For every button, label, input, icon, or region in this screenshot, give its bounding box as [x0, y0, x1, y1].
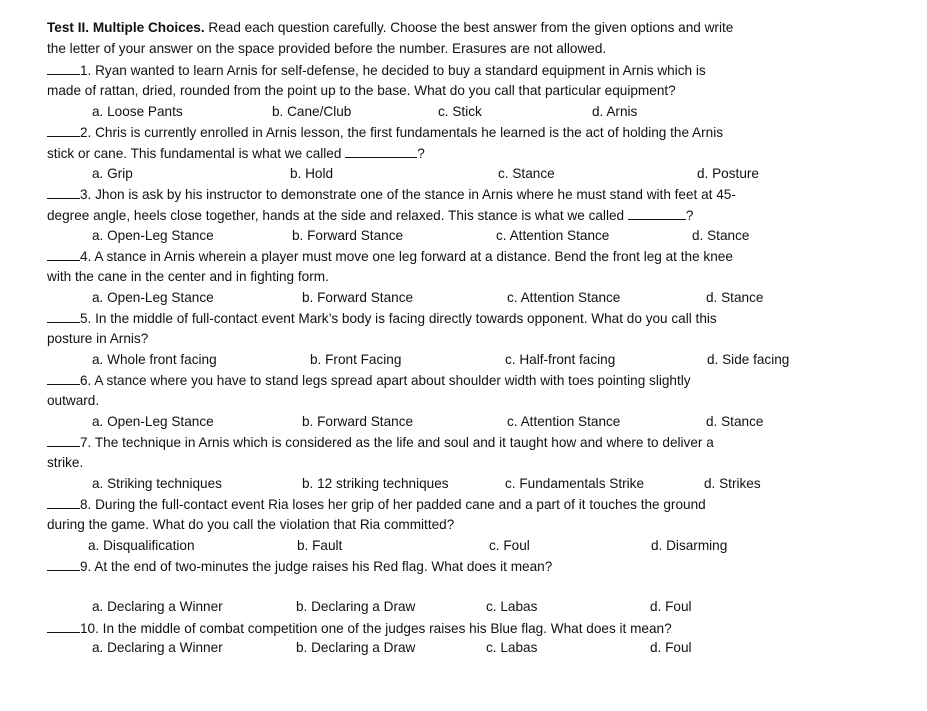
question-2-text-2: stick or cane. This fundamental is what we called [47, 146, 342, 161]
fill-in-blank-2[interactable] [345, 145, 417, 158]
question-6-option-d: d. Stance [706, 414, 764, 429]
answer-blank-4[interactable] [47, 248, 80, 261]
question-6-line-1 [47, 372, 691, 388]
question-9-option-b: b. Declaring a Draw [296, 599, 416, 614]
question-3-text-1: 3. Jhon is ask by his instructor to demonstrate one of the stance in Arnis where he must stand with feet at 45- [80, 187, 736, 202]
question-1-option-b: b. Cane/Club [272, 104, 352, 119]
question-3-text-2: degree angle, heels close together, hands at the side and relaxed. This stance is what we called [47, 208, 625, 223]
answer-blank-6[interactable] [47, 372, 80, 385]
question-4-option-a: a. Open-Leg Stance [92, 290, 214, 305]
answer-blank-9[interactable] [47, 558, 80, 571]
answer-blank-10[interactable] [47, 620, 80, 633]
question-3-option-d: d. Stance [692, 228, 750, 243]
question-4-option-c: c. Attention Stance [507, 290, 621, 305]
question-7-option-d: d. Strikes [704, 476, 761, 491]
answer-blank-5[interactable] [47, 310, 80, 323]
question-9-option-a: a. Declaring a Winner [92, 599, 223, 614]
question-4-text-1: 4. A stance in Arnis wherein a player must move one leg forward at a distance. Bend the front leg at the knee [80, 249, 733, 264]
instructions-line-1 [47, 20, 733, 36]
fill-in-blank-3[interactable] [628, 207, 686, 220]
question-10-option-a: a. Declaring a Winner [92, 640, 223, 655]
question-1-option-a: a. Loose Pants [92, 104, 183, 119]
question-9-text-1: 9. At the end of two-minutes the judge raises his Red flag. What does it mean? [80, 559, 553, 574]
question-3-line-2 [47, 207, 693, 223]
question-8-text-1: 8. During the full-contact event Ria loses her grip of her padded cane and a part of it touches the ground [80, 497, 706, 512]
question-6-line-2: outward. [47, 393, 100, 408]
instructions-text-1: Read each question carefully. Choose the best answer from the given options and write [204, 20, 734, 35]
question-10-option-d: d. Foul [650, 640, 692, 655]
question-2-option-a: a. Grip [92, 166, 133, 181]
question-10-option-b: b. Declaring a Draw [296, 640, 416, 655]
question-1-option-d: d. Arnis [592, 104, 638, 119]
question-1-line-2: made of rattan, dried, rounded from the point up to the base. What do you call that particular equipment? [47, 83, 676, 98]
question-5-option-b: b. Front Facing [310, 352, 402, 367]
question-1-option-c: c. Stick [438, 104, 482, 119]
question-4-option-d: d. Stance [706, 290, 764, 305]
instructions-line-2: the letter of your answer on the space provided before the number. Erasures are not allowed. [47, 41, 607, 56]
answer-blank-1[interactable] [47, 62, 80, 75]
question-3-line-1 [47, 186, 736, 202]
question-3-option-a: a. Open-Leg Stance [92, 228, 214, 243]
question-4-line-2: with the cane in the center and in fighting form. [47, 269, 329, 284]
question-10-line-1 [47, 620, 672, 636]
question-6-option-b: b. Forward Stance [302, 414, 414, 429]
question-8-option-c: c. Foul [489, 538, 530, 553]
question-2-text-1: 2. Chris is currently enrolled in Arnis lesson, the first fundamentals he learned is the act of holding the Arnis [80, 125, 724, 140]
answer-blank-7[interactable] [47, 434, 80, 447]
question-2-option-c: c. Stance [498, 166, 555, 181]
question-3-option-c: c. Attention Stance [496, 228, 610, 243]
question-1-line-1 [47, 62, 706, 78]
question-7-option-a: a. Striking techniques [92, 476, 222, 491]
question-8-line-1 [47, 496, 706, 512]
question-5-line-2: posture in Arnis? [47, 331, 149, 346]
question-3-option-b: b. Forward Stance [292, 228, 404, 243]
question-5-option-a: a. Whole front facing [92, 352, 217, 367]
question-5-option-c: c. Half-front facing [505, 352, 616, 367]
question-9-option-d: d. Foul [650, 599, 692, 614]
question-1-text-1: 1. Ryan wanted to learn Arnis for self-defense, he decided to buy a standard equipment in Arnis which is [80, 63, 706, 78]
question-10-text-1: 10. In the middle of combat competition one of the judges raises his Blue flag. What does it mean? [80, 621, 672, 636]
question-7-line-1 [47, 434, 714, 450]
question-8-option-a: a. Disqualification [88, 538, 195, 553]
question-7-line-2: strike. [47, 455, 84, 470]
question-7-text-1: 7. The technique in Arnis which is considered as the life and soul and it taught how and where to deliver a [80, 435, 714, 450]
question-8-option-d: d. Disarming [651, 538, 728, 553]
question-4-option-b: b. Forward Stance [302, 290, 414, 305]
question-2-mark: ? [417, 146, 425, 161]
question-10-option-c: c. Labas [486, 640, 538, 655]
question-5-text-1: 5. In the middle of full-contact event Mark’s body is facing directly towards opponent. What do you call this [80, 311, 717, 326]
question-8-line-2: during the game. What do you call the violation that Ria committed? [47, 517, 455, 532]
question-2-option-b: b. Hold [290, 166, 334, 181]
question-6-option-a: a. Open-Leg Stance [92, 414, 214, 429]
question-2-line-1 [47, 124, 723, 140]
question-7-option-c: c. Fundamentals Strike [505, 476, 645, 491]
question-9-line-1 [47, 558, 552, 574]
question-5-line-1 [47, 310, 717, 326]
question-4-line-1 [47, 248, 733, 264]
question-6-text-1: 6. A stance where you have to stand legs spread apart about shoulder width with toes pointing slightly [80, 373, 691, 388]
question-2-option-d: d. Posture [697, 166, 759, 181]
answer-blank-8[interactable] [47, 496, 80, 509]
question-3-mark: ? [685, 208, 694, 223]
question-2-line-2 [47, 145, 425, 161]
question-5-option-d: d. Side facing [707, 352, 790, 367]
answer-blank-3[interactable] [47, 186, 80, 199]
test-label: Test II. Multiple Choices. [47, 20, 205, 35]
question-9-option-c: c. Labas [486, 599, 538, 614]
question-7-option-b: b. 12 striking techniques [302, 476, 449, 491]
question-8-option-b: b. Fault [297, 538, 343, 553]
question-6-option-c: c. Attention Stance [507, 414, 621, 429]
answer-blank-2[interactable] [47, 124, 80, 137]
